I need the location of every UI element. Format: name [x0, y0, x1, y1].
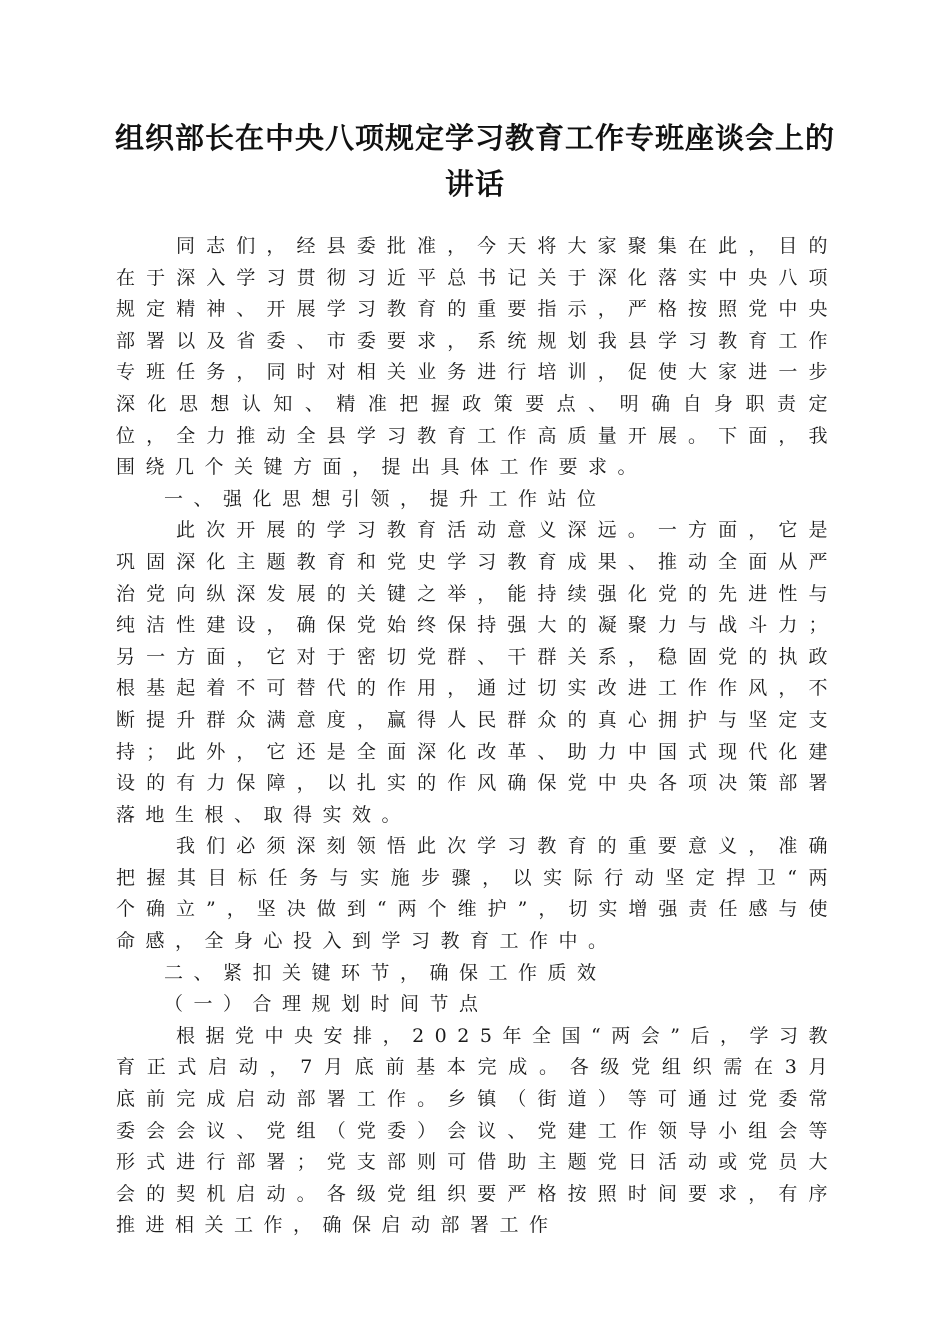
subsection-heading-1: （一）合理规划时间节点 — [164, 993, 489, 1016]
section-heading-2: 二、紧扣关键环节，确保工作质效 — [164, 961, 607, 984]
paragraph-commitment: 我们必须深刻领悟此次学习教育的重要意义，准确把握其目标任务与实施步骤，以实际行动坚定捍卫“两个确立”，坚决做到“两个维护”，切实增强责任感与使命感，全身心投入到学习教育工作中。 — [116, 835, 838, 953]
paragraph-timeline: 根据党中央安排，2025年全国“两会”后，学习教育正式启动，7月底前基本完成。各级党组织需在3月底前完成启动部署工作。乡镇（街道）等可通过党委常委会会议、党组（党委）会议、党建工作领导小组会等形式进行部署；党支部则可借助主题党日活动或党员大会的契机启动。各级党组织要严格按照时间要求，有序推进相关工作，确保启动部署工作 — [116, 1024, 838, 1237]
section-heading-1: 一、强化思想引领，提升工作站位 — [164, 487, 607, 510]
paragraph-significance: 此次开展的学习教育活动意义深远。一方面，它是巩固深化主题教育和党史学习教育成果、推动全面从严治党向纵深发展的关键之举，能持续强化党的先进性与纯洁性建设，确保党始终保持强大的凝聚力与战斗力；另一方面，它对于密切党群、干群关系，稳固党的执政根基起着不可替代的作用，通过切实改进工作作风，不断提升群众满意度，赢得人民群众的真心拥护与坚定支持；此外，它还是全面深化改革、助力中国式现代化建设的有力保障，以扎实的作风确保党中央各项决策部署落地生根、取得实效。 — [116, 519, 838, 826]
paragraph-intro: 同志们，经县委批准，今天将大家聚集在此，目的在于深入学习贯彻习近平总书记关于深化落实中央八项规定精神、开展学习教育的重要指示，严格按照党中央部署以及省委、市委要求，系统规划我县学习教育工作专班任务，同时对相关业务进行培训，促使大家进一步深化思想认知、精准把握政策要点、明确自身职责定位，全力推动全县学习教育工作高质量开展。下面，我围绕几个关键方面，提出具体工作要求。 — [116, 235, 838, 479]
document-title: 组织部长在中央八项规定学习教育工作专班座谈会上的讲话 — [114, 121, 835, 201]
document-body — [116, 231, 838, 1242]
